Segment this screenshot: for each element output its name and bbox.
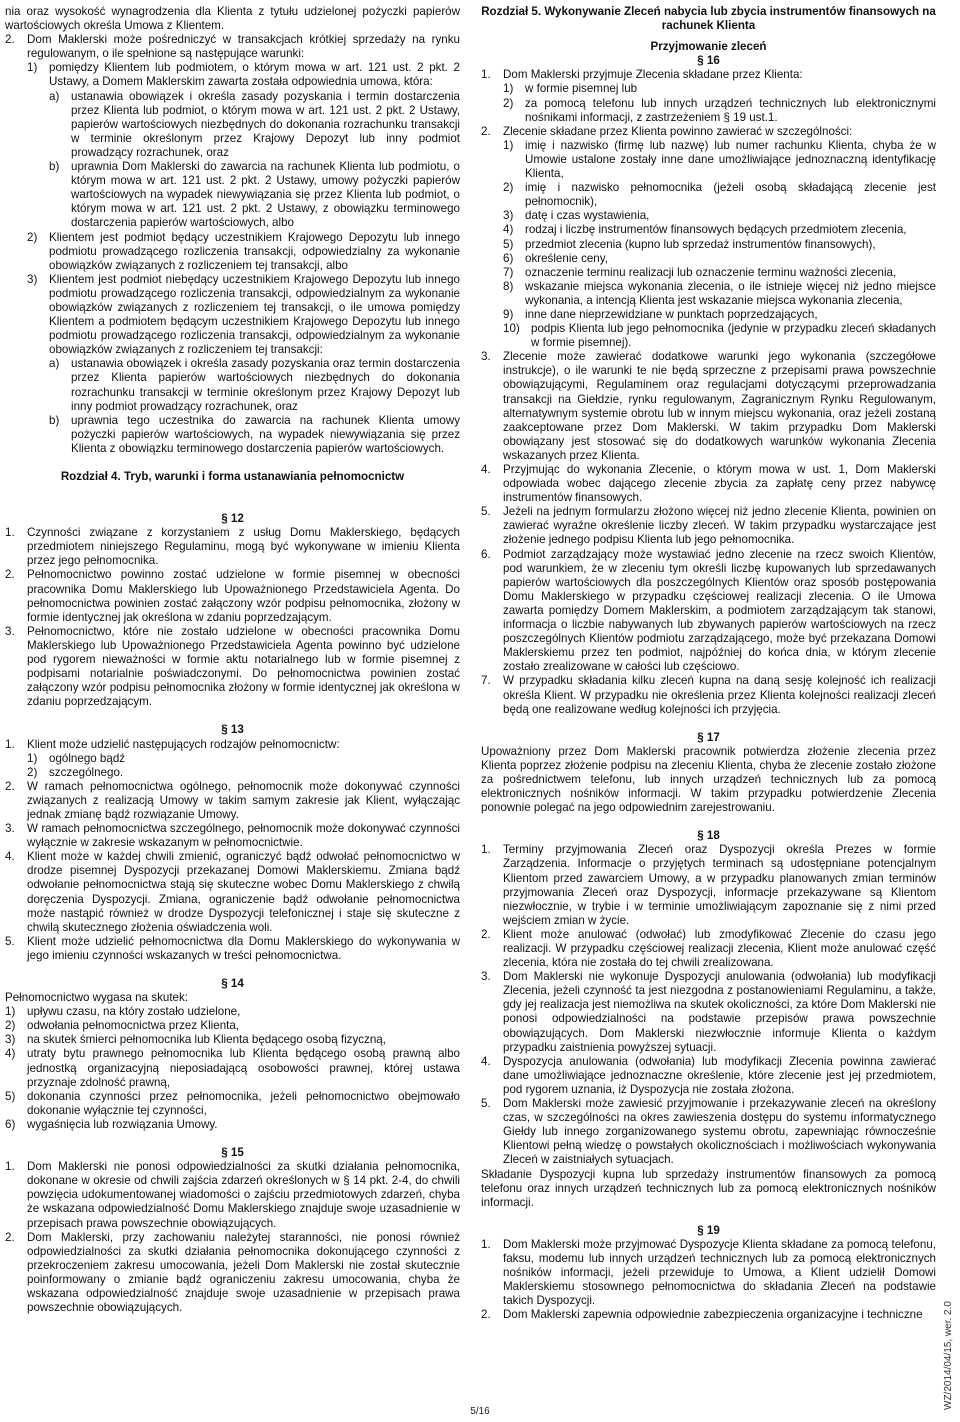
- list-item: 3. Dom Maklerski nie wykonuje Dyspozycji anulowania (odwołania) lub modyfikacji Zlecenia, jeżeli czynność ta jest niezgodna z postanowieniami Regulaminu, a także, gdy jej realizacja jest niemożliwa na skutek okoliczności, za które Dom Maklerski nie ponosi odpowiedzialności na podstawie przepisów prawa powszechnie obowiązujących. Dom Maklerski niezwłocznie informuje Klienta o każdym przypadku zaistnienia powyższej sytuacji.: [481, 970, 936, 1054]
- list-item: 8) wskazanie miejsca wykonania zlecenia, o ile istnieje więcej niż jedno miejsce wykonania, a intencją Klienta jest wskazanie miejsca wykonania zlecenia,: [503, 279, 936, 307]
- list-item: 1) ogólnego bądź: [27, 751, 126, 765]
- list-item: 2. Zlecenie składane przez Klienta powinno zawierać w szczególności:: [481, 124, 853, 138]
- section-heading: § 16: [697, 54, 720, 68]
- list-item: 4. Klient może w każdej chwili zmienić, ograniczyć bądź odwołać pełnomocnictwo w drodze pisemnej Dyspozycji przekazanej Domowi Maklerskiemu. Zmiana bądź odwołanie pełnomocnictwa stają się skuteczne wobec Domu Maklerskiego z chwilą doręczenia Dyspozycji. Zmiana, ograniczenie bądź odwołanie pełnomocnictwa może nastąpić również w drodze Dyspozycji telefonicznej i staje się skuteczne z chwilą skutecznego złożenia oświadczenia woli.: [5, 850, 460, 934]
- chapter-heading: Rozdział 5. Wykonywanie Zleceń nabycia lub zbycia instrumentów finansowych na rachunek Klienta: [481, 5, 936, 33]
- list-item: 2) Klientem jest podmiot będący uczestnikiem Krajowego Depozytu lub innego podmiotu prowadzącego rozliczenia transakcji, odpowiedzialny za wykonanie obowiązków związanych z rozliczeniem tej transakcji, albo: [27, 230, 460, 272]
- list-item: 3) Klientem jest podmiot niebędący uczestnikiem Krajowego Depozytu lub innego podmiotu prowadzącego rozliczenia transakcji, odpowiedzialnym za wykonanie obowiązków związanych z rozliczeniem tej transakcji, o ile umowa pomiędzy Klientem a podmiotem będącym uczestnikiem Krajowego Depozytu lub innego podmiotu prowadzącego rozliczenia transakcji, odpowiedzialnym za wykonanie obowiązków związanych z rozliczeniem tej transakcji:: [27, 272, 460, 357]
- list-item: 1. Klient może udzielić następujących rodzajów pełnomocnictw:: [5, 737, 340, 751]
- list-item: 2) odwołania pełnomocnictwa przez Klienta,: [5, 1019, 240, 1033]
- list-item: 4) rodzaj i liczbę instrumentów finansowych będących przedmiotem zlecenia,: [503, 223, 907, 237]
- section-heading: § 14: [221, 977, 244, 990]
- subchapter-heading: Przyjmowanie zleceń: [650, 40, 767, 54]
- list-item: 6) określenie ceny,: [503, 251, 608, 265]
- paragraph: Pełnomocnictwo wygasa na skutek:: [5, 991, 189, 1005]
- list-item: 6. Podmiot zarządzający może wystawiać jedno zlecenie na rzecz swoich Klientów, pod warunkiem, że w zleceniu tym określi liczbę kupowanych lub sprzedawanych papierów wartościowych dla poszczególnych Klientów oraz sposób postępowania Domu Maklerskiego w przypadku częściowej realizacji zlecenia. O ile Umowa zawarta pomiędzy Domem Maklerskim, a podmiotem zarządzającym tak stanowi, informacja o liczbie nabywanych lub zbywanych papierów wartościowych na rzecz poszczególnych Klientów podmiotu zarządzającego, może być przekazana Domowi Maklerskiemu przez ten podmiot, najpóźniej do końca dnia, w którym zlecenie zostało zrealizowane w całości lub częściowo.: [481, 547, 936, 674]
- list-item: 3) datę i czas wystawienia,: [503, 209, 650, 223]
- list-item: 6) wygaśnięcia lub rozwiązania Umowy.: [5, 1117, 218, 1131]
- section-heading: § 15: [221, 1146, 244, 1160]
- left-column: [5, 5, 460, 1315]
- list-item: 2) imię i nazwisko pełnomocnika (jeżeli osobą składającą zlecenie jest pełnomocnik),: [503, 181, 936, 209]
- page-number: 5/16: [470, 1406, 490, 1417]
- list-item: 3. Zlecenie może zawierać dodatkowe warunki jego wykonania (szczegółowe instrukcje), o ile warunki te nie będą sprzeczne z przepisami prawa powszechnie obowiązującymi, Regulaminem oraz regulacjami dotyczącymi przeprowadzania transakcji na Giełdzie, rynku regulowanym, Zagranicznym Rynku Regulowanym, alternatywnym systemie obrotu lub w innym miejscu wykonania, oraz jeżeli zostaną zaakceptowane przez Dom Maklerski. W takim przypadku Dom Maklerski obowiązany jest stosować się do dodatkowych warunków wykonania Zlecenia wskazanych przez Klienta.: [481, 350, 936, 462]
- section-heading: § 12: [221, 512, 244, 526]
- list-item: 2. Pełnomocnictwo powinno zostać udzielone w formie pisemnej w obecności pracownika Domu Maklerskiego lub Upoważnionego Przedstawiciela Agenta. Do pełnomocnictwa powinien zostać załączony wzór podpisu pełnomocnika, złożony w formie identycznej jak określona w zdaniu poprzedzającym.: [5, 568, 460, 624]
- list-item: b) uprawnia tego uczestnika do zawarcia na rachunek Klienta umowy pożyczki papierów wartościowych, na wypadek niewywiązania się przez Klienta z obowiązku terminowego dostarczenia papierów wartościowych.: [49, 413, 460, 455]
- paragraph: Upoważniony przez Dom Maklerski pracownik potwierdza złożenie zlecenia przez Klienta poprzez złożenie podpisu na zleceniu Klienta, chyba że zlecenie zostało złożone za pośrednictwem telefonu, lub innych urządzeń technicznych lub za pomocą elektronicznych nośników informacji. W takim przypadku potwierdzenie Zlecenia ponownie polegać na jego odpowiednim zarejestrowaniu.: [481, 744, 936, 815]
- list-item: 3. W ramach pełnomocnictwa szczególnego, pełnomocnik może dokonywać czynności wyłącznie w zakresie wskazanym w pełnomocnictwie.: [5, 822, 460, 850]
- list-item: 1) pomiędzy Klientem lub podmiotem, o którym mowa w art. 121 ust. 2 pkt. 2 Ustawy, a Domem Maklerskim zawarta została odpowiednia umowa, która:: [27, 61, 460, 89]
- section-heading: § 19: [697, 1223, 720, 1237]
- list-item: 1. Czynności związane z korzystaniem z usług Domu Maklerskiego, będących przedmiotem niniejszego Regulaminu, mogą być wykonywane w imieniu Klienta przez jego pełnomocnika.: [5, 526, 460, 568]
- list-item: 10) podpis Klienta lub jego pełnomocnika (jedynie w przypadku zleceń składanych w formie pisemnej).: [503, 322, 936, 350]
- list-item: 3) na skutek śmierci pełnomocnika lub Klienta będącego osobą fizyczną,: [5, 1033, 386, 1047]
- section-heading: § 13: [221, 723, 244, 737]
- list-item: 2. Dom Maklerski zapewnia odpowiednie zabezpieczenia organizacyjne i techniczne: [481, 1308, 923, 1322]
- list-item: 5) przedmiot zlecenia (kupno lub sprzedaż instrumentów finansowych),: [503, 237, 876, 251]
- list-item: 5. Dom Maklerski może zawiesić przyjmowanie i przekazywanie zleceń na określony czas, w szczególności na okres zawieszenia dostępu do systemu informatycznego Giełdy lub innego zorganizowanego systemu obrotu, zapewniając równocześnie Klientowi pełną wiedzę o powstałych okolicznościach i możliwościach wykonywania Zleceń w zaistniałych sytuacjach.: [481, 1097, 936, 1167]
- list-item: 1. Dom Maklerski nie ponosi odpowiedzialności za skutki działania pełnomocnika, dokonane w okresie od chwili zajścia zdarzeń określonych w § 14 pkt. 2-4, do chwili powzięcia udokumentowanej wiadomości o zajściu przedmiotowych zdarzeń, chyba że wskazana odpowiedzialność Domu Maklerskiego znajduje swoje uzasadnienie w przepisach prawa powszechnie obowiązujących.: [5, 1160, 460, 1230]
- list-item: 4. Dyspozycja anulowania (odwołania) lub modyfikacji Zlecenia powinna zawierać dane umożliwiające jednoznaczne określenie, które zlecenie jest jej przedmiotem, pod rygorem uznania, iż Dyspozycja nie została złożona.: [481, 1054, 936, 1096]
- list-item: 2. W ramach pełnomocnictwa ogólnego, pełnomocnik może dokonywać czynności związanych z realizacją Umowy w takim samym zakresie jak Klient, wyłączając jednak zmianę bądź rozwiązanie Umowy.: [5, 779, 460, 821]
- list-item: 1) upływu czasu, na który zostało udzielone,: [5, 1005, 241, 1019]
- list-item: 1. Dom Maklerski może przyjmować Dyspozycje Klienta składane za pomocą telefonu, faksu, modemu lub innych urządzeń technicznych lub za pomocą elektronicznych nośników informacji, jeżeli przewiduje to Umowa, a Klient udzielił Domowi Maklerskiemu stosownego pełnomocnictwa do składania Zleceń na podstawie takich Dyspozycji.: [481, 1237, 936, 1308]
- list-item: 4. Przyjmując do wykonania Zlecenie, o którym mowa w ust. 1, Dom Maklerski odpowiada wobec dającego zlecenie zbycia za zapłatę ceny przez nabywcę instrumentów finansowych.: [481, 463, 936, 505]
- list-item: 5. Jeżeli na jednym formularzu złożono więcej niż jedno zlecenie Klienta, powinien on zawierać wyraźne określenie liczby zleceń. W takim przypadku wystarczające jest złożenie jednego podpisu Klienta lub jego pełnomocnika.: [481, 505, 936, 547]
- list-item: 1. Dom Maklerski przyjmuje Zlecenia składane przez Klienta:: [481, 68, 803, 82]
- list-item: 2) za pomocą telefonu lub innych urządzeń technicznych lub elektronicznymi nośnikami informacji, z zastrzeżeniem § 19 ust.1.: [503, 96, 936, 124]
- list-item: 7) oznaczenie terminu realizacji lub oznaczenie terminu ważności zlecenia,: [503, 265, 897, 279]
- right-column: [481, 5, 936, 1322]
- paragraph-intro: nia oraz wysokość wynagrodzenia dla Klienta z tytułu udzielonej pożyczki papierów wartościowych określa Umowa z Klientem.: [5, 5, 460, 33]
- list-item: 4) utraty bytu prawnego pełnomocnika lub Klienta będącego osobą prawną albo jednostką organizacyjną nieposiadającą osobowości prawnej, której ustawa przyznaje zdolność prawną,: [5, 1047, 460, 1089]
- list-item: 2. Dom Maklerski, przy zachowaniu należytej staranności, nie ponosi również odpowiedzialności za skutki działania pełnomocnika dokonującego czynności z przekroczeniem zakresu umocowania, jeżeli Dom Maklerski nie został skutecznie poinformowany o zmianie bądź ograniczeniu zakresu umocowania, chyba że wskazana odpowiedzialność znajduje swoje uzasadnienie w przepisach prawa powszechnie obowiązujących.: [5, 1230, 460, 1315]
- paragraph: Składanie Dyspozycji kupna lub sprzedaży instrumentów finansowych za pomocą telefonu oraz innych urządzeń technicznych lub za pomocą elektronicznych nośników informacji.: [481, 1167, 936, 1209]
- list-item: b) uprawnia Dom Maklerski do zawarcia na rachunek Klienta lub podmiotu, o którym mowa w art. 121 ust. 2 pkt. 2 Ustawy, umowy pożyczki papierów wartościowych na wypadek niewywiązania się przez Klienta lub podmiot, o którym mowa w art. 121 ust. 2 pkt. 2 Ustawy, z obowiązku terminowego dostarczenia papierów wartościowych, albo: [49, 160, 460, 230]
- list-item: 5. Klient może udzielić pełnomocnictwa dla Domu Maklerskiego do wykonywania w jego imieniu czynności wskazanych w treści pełnomocnictwa.: [5, 934, 460, 962]
- document-version-label: WZ/2014/04/15, wer. 2.0: [943, 1301, 954, 1410]
- list-item: 1) imię i nazwisko (firmę lub nazwę) lub numer rachunku Klienta, chyba że w Umowie ustalone zostały inne dane umożliwiające jednoznaczną identyfikację Klienta,: [503, 138, 936, 181]
- list-item: 3. Pełnomocnictwo, które nie zostało udzielone w obecności pracownika Domu Maklerskiego lub Upoważnionego Przedstawiciela Agenta powinno być udzielone pod rygorem nieważności w formie aktu notarialnego lub w formie pisemnej z podpisami notarialnie poświadczonymi. Do pełnomocnictwa powinien zostać załączony wzór podpisu pełnomocnika złożony w formie identycznej jak określona w zdaniu poprzedzającym.: [5, 624, 460, 709]
- list-item: 2) szczególnego.: [27, 765, 124, 779]
- list-item: 7. W przypadku składania kilku zleceń kupna na daną sesję kolejność ich realizacji określa Klient. W przypadku nie określenia przez Klienta kolejności realizacji zleceń będą one realizowane według kolejności ich przyjęcia.: [481, 674, 936, 716]
- list-item: 1) w formie pisemnej lub: [503, 82, 638, 96]
- list-item: a) ustanawia obowiązek i określa zasady pozyskania oraz termin dostarczenia przez Klienta papierów wartościowych niezbędnych do dokonania rozrachunku transakcji w terminie określonym przez Krajowy Depozyt lub inny podmiot prowadzący rozrachunek, oraz: [49, 357, 460, 413]
- chapter-heading: Rozdział 4. Tryb, warunki i forma ustanawiania pełnomocnictw: [60, 470, 405, 483]
- list-item: a) ustanawia obowiązek i określa zasady pozyskania i termin dostarczenia przez Klienta lub podmiot, o którym mowa w art. 121 ust. 2 pkt. 2 Ustawy, papierów wartościowych niezbędnych do dokonania rozrachunku transakcji w terminie określonym przez Krajowy Depozyt lub inny podmiot prowadzący rozrachunek, oraz: [49, 89, 460, 159]
- section-heading: § 18: [697, 829, 720, 843]
- list-item: 1. Terminy przyjmowania Zleceń oraz Dyspozycji określa Prezes w formie Zarządzenia. Informacje o przyjętych terminach są udostępniane potencjalnym Klientom przed zawarciem Umowy, a w przypadku planowanych zmian terminów przyjmowania Zleceń oraz Dyspozycji, informacje przekazywane są Klientom niezwłocznie, w trybie i w terminie umożliwiającym zapoznanie się z nimi przed wejściem zmian w życie.: [481, 843, 936, 927]
- list-item: 9) inne dane nieprzewidziane w punktach poprzedzających,: [503, 307, 818, 321]
- section-heading: § 17: [697, 730, 720, 744]
- list-item: 2. Dom Maklerski może pośredniczyć w transakcjach krótkiej sprzedaży na rynku regulowanym, o ile spełnione są następujące warunki:: [5, 33, 460, 61]
- list-item: 2. Klient może anulować (odwołać) lub zmodyfikować Zlecenie do czasu jego realizacji. W przypadku częściowej realizacji zlecenia, Klient może anulować część zlecenia, która nie została do tej chwili zrealizowana.: [481, 927, 936, 970]
- list-item: 5) dokonania czynności przez pełnomocnika, jeżeli pełnomocnictwo obejmowało dokonanie wyłącznie tej czynności,: [5, 1089, 460, 1117]
